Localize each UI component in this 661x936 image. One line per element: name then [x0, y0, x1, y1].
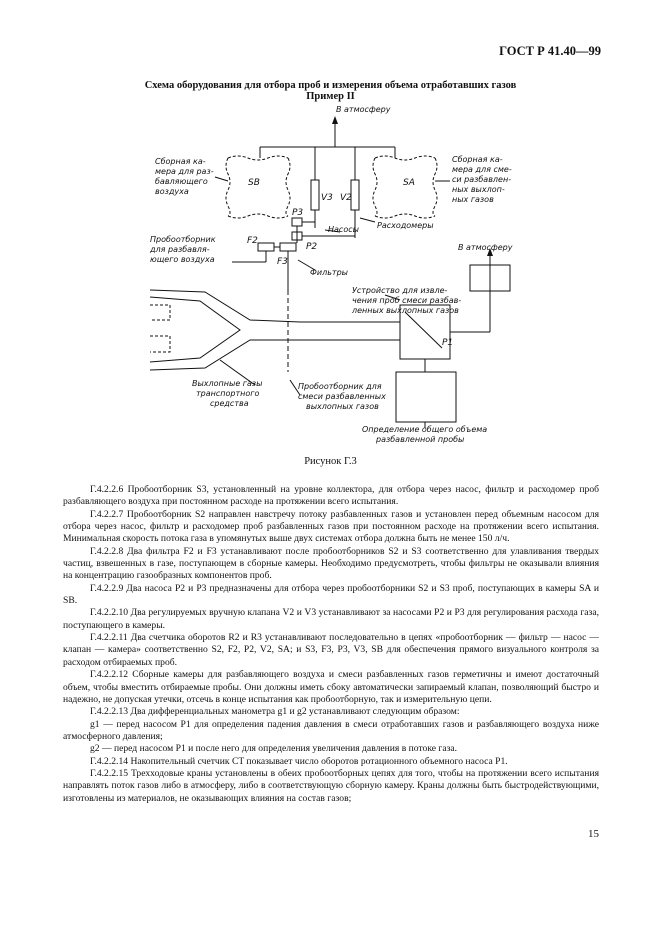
label-p2: P2 [306, 242, 318, 252]
label-volume-device-2: чения проб смеси разбав- [352, 296, 462, 305]
label-mix-probe-1: Пробоотборник для [298, 382, 382, 391]
label-to-atm-right: В атмосферу [458, 243, 513, 252]
label-air-probe-3: ющего воздуха [150, 255, 215, 264]
label-v3: V3 [321, 193, 333, 203]
paragraph: Г.4.2.2.11 Два счетчика оборотов R2 и R3 устанавливают последовательно в цепях «пробоотборник — фильтр — насос — клапан — камера» соответственно S2, F2, P2, V2, SA; и S3, F3, P3, V3, SB для обеспечения прямого визуального контроля за расходом отбираемых проб. [63, 632, 599, 668]
label-air-probe-1: Пробоотборник [150, 235, 216, 244]
label-sb: SB [248, 178, 260, 188]
label-mix-probe-2: смеси разбавленных [298, 392, 386, 401]
label-f3: F3 [277, 257, 288, 267]
page-number: 15 [588, 828, 599, 840]
label-sa-desc-3: си разбавлен- [452, 175, 512, 184]
label-sa-desc-4: ных выхлоп- [452, 185, 505, 194]
label-sa: SA [403, 178, 415, 188]
paragraph: Г.4.2.2.8 Два фильтра F2 и F3 устанавливают после пробоотборников S2 и S3 соответственно для улавливания твердых частиц, взвешенных в газе, поступающем в сборные камеры. Необходимо предусмотреть, чтобы фильтры не оказывали влияния на концентрацию газообразных компонентов проб. [63, 545, 599, 582]
paragraph: Г.4.2.2.12 Сборные камеры для разбавляющего воздуха и смеси разбавленных газов герметичны и имеют достаточный объем, чтобы вместить отбираемые пробы. Они должны иметь сбоку автоматически запираемый клапан, позволяющий быстро и надежно, не допуская утечки, отсечь в конце испытания как пробоотборную, так и измерительную цепи. [63, 669, 599, 705]
label-filters: Фильтры [310, 268, 348, 277]
body-text [63, 484, 599, 805]
label-exhaust-3: средства [210, 399, 249, 408]
label-volume-measure-2: разбавленной пробы [376, 435, 465, 444]
label-sb-desc-4: воздуха [155, 187, 189, 196]
label-exhaust-1: Выхлопные газы [192, 379, 263, 388]
paragraph: Г.4.2.2.13 Два дифференциальных манометра g1 и g2 устанавливают следующим образом: [90, 706, 460, 718]
figure-subtitle: Пример II [306, 91, 355, 102]
label-volume-device-3: ленных выхлопных газов [352, 306, 459, 315]
label-sb-desc-3: бавляющего [155, 177, 208, 186]
label-sb-desc-1: Сборная ка- [155, 157, 206, 166]
label-p1: P1 [442, 338, 454, 348]
label-v2: V2 [340, 193, 352, 203]
paragraph: Г.4.2.2.9 Два насоса P2 и P3 предназначены для отбора через пробоотборники S2 и S3 проб, поступающих в камеры SA и SB. [63, 582, 599, 607]
label-sa-desc-5: ных газов [452, 195, 494, 204]
label-f2: F2 [247, 236, 258, 246]
label-air-probe-2: для разбавля- [150, 245, 210, 254]
label-sa-desc-1: Сборная ка- [452, 155, 503, 164]
label-mix-probe-3: выхлопных газов [306, 402, 379, 411]
figure-title: Схема оборудования для отбора проб и измерения объема отработавших газов [144, 80, 517, 91]
label-exhaust-2: транспортного [196, 389, 260, 398]
label-pumps: Насосы [328, 225, 359, 234]
label-sb-desc-2: мера для раз- [155, 167, 214, 176]
paragraph: Г.4.2.2.15 Трехходовые краны установлены в обеих пробоотборных цепях для того, чтобы на протяжении всего испытания направлять поток газов либо в атмосферу, либо в соответствующую сборную камеру. Краны должны быть быстродействующими, изготовлены из материалов, не оказывающих влияния на состав газов; [63, 767, 599, 804]
figure-caption: Рисунок Г.3 [304, 456, 357, 467]
standard-header: ГОСТ Р 41.40—99 [499, 44, 601, 58]
paragraph: Г.4.2.2.7 Пробоотборник S2 направлен навстречу потоку разбавленных газов и установлен перед объемным насосом для отбора через насос, фильтр и расходомер проб разбавленных газов при постоянном расходе на протяжении всего испытания. Минимальная скорость потока газа в упомянутых выше двух системах отбора должна быть не менее 150 л/ч. [63, 508, 599, 545]
paragraph: Г.4.2.2.6 Пробоотборник S3, установленный на уровне коллектора, для отбора через насос, фильтр и расходомер проб разбавляющего воздуха при постоянном расходе на протяжении всего испытания. [63, 484, 599, 508]
equipment-diagram [0, 0, 661, 456]
label-flowmeters: Расходомеры [377, 221, 434, 230]
paragraph: g1 — перед насосом P1 для определения падения давления в смеси отработавших газов и разбавляющего воздуха ниже атмосферного давления; [63, 718, 599, 742]
paragraph: g2 — перед насосом P1 и после него для определения увеличения давления в потоке газа. [90, 743, 458, 755]
label-to-atm-top: В атмосферу [336, 105, 391, 114]
paragraph: Г.4.2.2.10 Два регулируемых вручную клапана V2 и V3 устанавливают за насосами P2 и P3 для регулирования расхода газа, поступающего в камеры. [63, 607, 599, 631]
paragraph: Г.4.2.2.14 Накопительный счетчик CT показывает число оборотов ротационного объемного насоса P1. [90, 755, 508, 767]
label-p3: P3 [292, 208, 304, 218]
label-sa-desc-2: мера для сме- [452, 165, 512, 174]
label-volume-device-1: Устройство для извле- [352, 286, 448, 295]
label-volume-measure-1: Определение общего объема [362, 425, 488, 434]
